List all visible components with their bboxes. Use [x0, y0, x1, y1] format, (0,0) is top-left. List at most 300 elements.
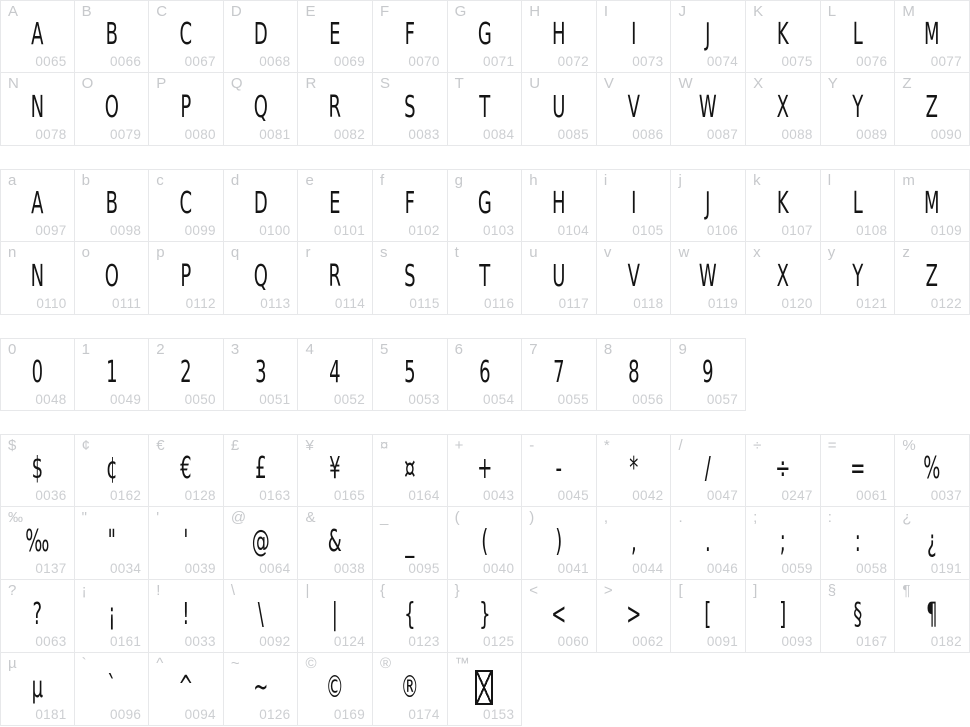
character-glyph: ! — [182, 596, 190, 632]
character-label: y — [827, 244, 836, 261]
character-label: ' — [156, 509, 160, 526]
glyph-cell[interactable] — [522, 242, 597, 315]
glyph-cell[interactable] — [448, 653, 523, 726]
character-glyph: N — [30, 258, 45, 294]
glyph-cell[interactable] — [522, 169, 597, 242]
character-code: 0102 — [408, 223, 440, 238]
character-code: 0046 — [706, 561, 739, 576]
character-code: 0098 — [109, 223, 142, 238]
glyph-cell[interactable] — [821, 242, 896, 315]
character-label: l — [827, 172, 832, 189]
character-code: 0101 — [333, 223, 366, 238]
character-glyph: 6 — [478, 355, 491, 390]
glyph-cell[interactable] — [746, 434, 821, 507]
glyph-cell[interactable] — [448, 242, 523, 315]
glyph-cell[interactable] — [298, 434, 373, 507]
character-label: m — [902, 172, 915, 189]
glyph-cell[interactable] — [0, 653, 75, 726]
character-code: 0077 — [930, 54, 962, 69]
glyph-cell[interactable] — [671, 580, 746, 653]
character-glyph: ( — [480, 523, 488, 559]
glyph-cell[interactable] — [895, 434, 970, 507]
character-label: C — [156, 3, 168, 20]
character-glyph: B — [105, 186, 118, 221]
character-code: 0072 — [557, 54, 589, 69]
character-label: G — [454, 3, 467, 20]
character-code: 0073 — [632, 54, 664, 69]
glyph-cell[interactable] — [448, 507, 523, 580]
character-code: 0100 — [259, 223, 291, 238]
character-label: B — [81, 3, 92, 20]
glyph-cell[interactable] — [75, 434, 150, 507]
character-glyph: & — [328, 523, 343, 559]
character-glyph: 0 — [31, 355, 44, 390]
character-glyph: Z — [925, 89, 939, 125]
character-glyph: ÷ — [775, 451, 791, 486]
character-code: 0087 — [706, 127, 739, 142]
character-glyph: G — [477, 17, 492, 52]
glyph-cell[interactable] — [597, 338, 672, 411]
character-glyph: H — [552, 186, 566, 221]
character-glyph: > — [626, 596, 642, 632]
glyph-cell[interactable] — [522, 507, 597, 580]
glyph-cell[interactable] — [75, 242, 150, 315]
character-code: 0063 — [35, 634, 67, 649]
glyph-cell[interactable] — [448, 0, 523, 73]
character-code: 0116 — [484, 296, 515, 311]
glyph-cell[interactable] — [0, 338, 75, 411]
character-code: 0111 — [111, 296, 142, 311]
glyph-cell[interactable] — [821, 507, 896, 580]
character-label: q — [230, 244, 240, 261]
glyph-cell[interactable] — [0, 507, 75, 580]
character-glyph: L — [852, 186, 863, 221]
character-label: 7 — [529, 341, 538, 358]
glyph-cell[interactable] — [821, 73, 896, 146]
glyph-cell[interactable] — [373, 507, 448, 580]
character-label: ¿ — [902, 509, 912, 526]
character-glyph: A — [31, 186, 44, 221]
character-label: = — [827, 437, 837, 454]
character-code: 0121 — [856, 296, 888, 311]
character-glyph: 2 — [180, 355, 192, 390]
character-code: 0064 — [259, 561, 291, 576]
glyph-cell[interactable] — [149, 653, 224, 726]
character-label: ? — [8, 582, 17, 599]
character-glyph: Q — [253, 258, 268, 294]
character-label: £ — [230, 437, 240, 454]
character-code: 0110 — [36, 296, 67, 311]
glyph-cell[interactable] — [0, 580, 75, 653]
character-code: 0122 — [930, 296, 962, 311]
glyph-cell[interactable] — [448, 434, 523, 507]
glyph-cell[interactable] — [522, 338, 597, 411]
character-code: 0086 — [632, 127, 664, 142]
character-label: µ — [8, 655, 17, 672]
glyph-cell[interactable] — [0, 0, 75, 73]
glyph-cell[interactable] — [373, 434, 448, 507]
character-code: 0050 — [184, 392, 216, 407]
glyph-cell[interactable] — [448, 169, 523, 242]
character-code: 0042 — [632, 488, 664, 503]
character-glyph: 9 — [702, 355, 715, 390]
character-label: S — [380, 75, 391, 92]
character-glyph: S — [404, 258, 416, 294]
character-code: 0112 — [185, 296, 216, 311]
character-label: O — [81, 75, 94, 92]
glyph-cell[interactable] — [0, 434, 75, 507]
character-code: 0090 — [930, 127, 962, 142]
character-label: M — [902, 3, 915, 20]
character-code: 0053 — [408, 392, 440, 407]
character-code: 0082 — [333, 127, 366, 142]
glyph-cell[interactable] — [821, 169, 896, 242]
character-glyph: H — [552, 17, 566, 52]
glyph-cell[interactable] — [746, 507, 821, 580]
glyph-cell[interactable] — [75, 338, 150, 411]
glyph-cell[interactable] — [298, 0, 373, 73]
character-label: h — [529, 172, 538, 189]
character-glyph: [ — [704, 596, 712, 632]
character-code: 0080 — [184, 127, 216, 142]
character-label: ‰ — [8, 509, 23, 526]
glyph-cell[interactable] — [895, 73, 970, 146]
glyph-cell[interactable] — [671, 434, 746, 507]
character-glyph: * — [629, 451, 639, 486]
character-glyph: Y — [852, 89, 864, 125]
character-glyph: J — [705, 17, 711, 52]
character-label: f — [380, 172, 385, 189]
character-code: 0161 — [109, 634, 142, 649]
glyph-cell[interactable] — [895, 0, 970, 73]
glyph-cell[interactable] — [746, 169, 821, 242]
glyph-cell[interactable] — [597, 73, 672, 146]
character-code: 0052 — [333, 392, 366, 407]
glyph-cell[interactable] — [746, 0, 821, 73]
character-label: W — [678, 75, 693, 92]
glyph-cell[interactable] — [821, 0, 896, 73]
glyph-cell[interactable] — [149, 169, 224, 242]
character-glyph: / — [705, 451, 712, 486]
character-label: ` — [81, 655, 87, 672]
character-glyph: ^ — [178, 669, 194, 705]
character-code: 0039 — [184, 561, 216, 576]
glyph-cell[interactable] — [373, 338, 448, 411]
character-code: 0075 — [781, 54, 813, 69]
glyph-cell[interactable] — [671, 0, 746, 73]
glyph-cell[interactable] — [224, 169, 299, 242]
character-glyph: - — [555, 451, 563, 486]
character-label: ~ — [230, 655, 240, 672]
glyph-cell[interactable] — [522, 434, 597, 507]
character-code: 0105 — [632, 223, 664, 238]
character-glyph: : — [854, 523, 861, 559]
character-code: 0115 — [409, 296, 440, 311]
character-label: © — [305, 655, 317, 672]
glyph-cell[interactable] — [224, 434, 299, 507]
character-glyph: T — [478, 89, 490, 125]
character-code: 0091 — [706, 634, 739, 649]
character-label: o — [81, 244, 90, 261]
glyph-cell[interactable] — [224, 0, 299, 73]
glyph-cell[interactable] — [149, 242, 224, 315]
character-glyph: U — [552, 258, 566, 294]
character-label: } — [454, 582, 460, 599]
character-code: 0058 — [856, 561, 888, 576]
character-code: 0079 — [109, 127, 142, 142]
glyph-cell[interactable] — [149, 580, 224, 653]
character-code: 0174 — [408, 707, 440, 722]
glyph-cell[interactable] — [149, 0, 224, 73]
glyph-cell[interactable] — [821, 434, 896, 507]
character-glyph: ] — [779, 596, 787, 632]
character-glyph: @ — [251, 523, 270, 559]
character-glyph: L — [852, 17, 863, 52]
glyph-cell[interactable] — [597, 242, 672, 315]
character-label: 2 — [156, 341, 165, 358]
character-code: 0167 — [856, 634, 888, 649]
character-code: 0108 — [856, 223, 888, 238]
character-label: | — [305, 582, 310, 599]
character-glyph: © — [326, 669, 345, 705]
character-glyph: ¥ — [329, 451, 341, 486]
character-glyph: ¶ — [926, 596, 938, 632]
glyph-cell[interactable] — [895, 242, 970, 315]
character-label: w — [678, 244, 690, 261]
glyph-cell[interactable] — [224, 242, 299, 315]
character-label: s — [380, 244, 388, 261]
character-code: 0169 — [333, 707, 366, 722]
glyph-cell[interactable] — [746, 580, 821, 653]
character-label: ¶ — [902, 582, 911, 599]
glyph-cell[interactable] — [224, 338, 299, 411]
glyph-cell[interactable] — [522, 73, 597, 146]
character-glyph: ~ — [253, 669, 269, 705]
glyph-cell[interactable] — [597, 169, 672, 242]
character-code: 0117 — [558, 296, 589, 311]
glyph-cell[interactable] — [75, 580, 150, 653]
glyph-cell[interactable] — [149, 73, 224, 146]
glyph-cell[interactable] — [895, 169, 970, 242]
glyph-cell[interactable] — [298, 507, 373, 580]
character-code: 0114 — [334, 296, 366, 311]
character-glyph: 8 — [627, 355, 640, 390]
character-label: Y — [827, 75, 838, 92]
character-glyph: F — [404, 17, 416, 52]
glyph-cell[interactable] — [895, 507, 970, 580]
glyph-cell[interactable] — [149, 507, 224, 580]
character-label: > — [603, 582, 613, 599]
glyph-cell[interactable] — [373, 653, 448, 726]
glyph-cell[interactable] — [0, 169, 75, 242]
character-code: 0037 — [930, 488, 962, 503]
glyph-cell[interactable] — [373, 73, 448, 146]
character-glyph: " — [107, 523, 116, 559]
character-glyph: ‰ — [25, 523, 50, 559]
character-glyph: J — [705, 186, 711, 221]
character-label: r — [305, 244, 311, 261]
glyph-cell[interactable] — [821, 580, 896, 653]
character-code: 0057 — [706, 392, 739, 407]
character-label: { — [380, 582, 386, 599]
character-label: p — [156, 244, 165, 261]
character-code: 0061 — [856, 488, 888, 503]
glyph-cell[interactable] — [522, 580, 597, 653]
glyph-cell[interactable] — [373, 0, 448, 73]
character-label: 3 — [230, 341, 240, 358]
character-label: e — [305, 172, 314, 189]
character-glyph: ` — [106, 669, 116, 705]
character-glyph: U — [552, 89, 566, 125]
character-code: 0081 — [259, 127, 291, 142]
character-label: § — [827, 582, 837, 599]
glyph-cell[interactable] — [895, 580, 970, 653]
character-label: ! — [156, 582, 161, 599]
character-label: 5 — [380, 341, 389, 358]
glyph-cell[interactable] — [448, 338, 523, 411]
glyph-cell[interactable] — [597, 580, 672, 653]
character-code: 0123 — [408, 634, 440, 649]
glyph-cell[interactable] — [597, 0, 672, 73]
glyph-cell[interactable] — [75, 0, 150, 73]
glyph-cell[interactable] — [75, 169, 150, 242]
character-glyph: ¢ — [105, 451, 118, 486]
character-code: 0047 — [706, 488, 739, 503]
character-code: 0066 — [109, 54, 142, 69]
character-glyph: µ — [31, 669, 44, 705]
glyph-cell[interactable] — [298, 580, 373, 653]
glyph-cell[interactable] — [298, 73, 373, 146]
glyph-cell[interactable] — [448, 73, 523, 146]
glyph-cell[interactable] — [671, 338, 746, 411]
character-code: 0109 — [930, 223, 962, 238]
character-label: Q — [230, 75, 243, 92]
character-code: 0113 — [260, 296, 291, 311]
character-glyph: P — [180, 258, 192, 294]
character-code: 0089 — [856, 127, 888, 142]
character-glyph: C — [179, 17, 193, 52]
character-glyph: ; — [779, 523, 786, 559]
character-label: n — [8, 244, 17, 261]
glyph-cell[interactable] — [746, 73, 821, 146]
character-label: - — [529, 437, 535, 454]
character-code: 0128 — [184, 488, 216, 503]
character-glyph: $ — [31, 451, 44, 486]
character-label: ] — [753, 582, 758, 599]
character-label: Z — [902, 75, 912, 92]
character-code: 0088 — [781, 127, 813, 142]
character-code: 0106 — [706, 223, 739, 238]
glyph-cell[interactable] — [224, 580, 299, 653]
glyph-cell[interactable] — [298, 338, 373, 411]
character-glyph: T — [478, 258, 490, 294]
character-glyph: § — [853, 596, 863, 632]
glyph-cell[interactable] — [746, 242, 821, 315]
glyph-cell[interactable] — [75, 73, 150, 146]
character-label: T — [454, 75, 464, 92]
character-glyph: = — [849, 451, 866, 486]
character-code: 0044 — [632, 561, 664, 576]
character-glyph: € — [180, 451, 192, 486]
character-label: j — [678, 172, 682, 189]
glyph-cell[interactable] — [671, 169, 746, 242]
glyph-cell[interactable] — [373, 580, 448, 653]
glyph-cell[interactable] — [671, 242, 746, 315]
glyph-cell[interactable] — [373, 242, 448, 315]
glyph-cell[interactable] — [224, 653, 299, 726]
glyph-cell[interactable] — [597, 507, 672, 580]
glyph-cell[interactable] — [671, 73, 746, 146]
character-label: . — [678, 509, 683, 526]
character-code: 0095 — [408, 561, 440, 576]
glyph-cell[interactable] — [149, 434, 224, 507]
glyph-cell[interactable] — [75, 507, 150, 580]
glyph-cell[interactable] — [298, 169, 373, 242]
character-label: ; — [753, 509, 758, 526]
character-glyph: ¿ — [927, 523, 937, 559]
character-glyph: % — [923, 451, 941, 486]
character-code: 0137 — [35, 561, 67, 576]
character-glyph: M — [924, 186, 940, 221]
glyph-cell[interactable] — [298, 242, 373, 315]
glyph-cell[interactable] — [671, 507, 746, 580]
character-code: 0103 — [483, 223, 515, 238]
character-glyph: 1 — [105, 355, 118, 390]
glyph-cell[interactable] — [448, 580, 523, 653]
character-label: 6 — [454, 341, 463, 358]
character-code: 0074 — [706, 54, 739, 69]
glyph-cell[interactable] — [0, 242, 75, 315]
character-code: 0043 — [483, 488, 515, 503]
character-glyph: C — [179, 186, 193, 221]
glyph-block-digits — [0, 338, 970, 411]
glyph-block-uppercase — [0, 0, 970, 146]
glyph-cell[interactable] — [224, 73, 299, 146]
character-label: ÷ — [753, 437, 762, 454]
character-code: 0163 — [259, 488, 291, 503]
character-label: * — [603, 437, 610, 454]
character-glyph: F — [404, 186, 416, 221]
character-code: 0119 — [707, 296, 739, 311]
character-glyph: O — [104, 89, 119, 125]
glyph-cell[interactable] — [373, 169, 448, 242]
character-code: 0153 — [483, 707, 515, 722]
character-code: 0051 — [259, 392, 291, 407]
character-label: i — [603, 172, 608, 189]
character-glyph: W — [699, 258, 718, 294]
character-label: ( — [454, 509, 460, 526]
glyph-cell[interactable] — [597, 434, 672, 507]
character-glyph: A — [31, 17, 44, 52]
glyph-cell[interactable] — [149, 338, 224, 411]
character-glyph: M — [924, 17, 940, 52]
character-code: 0093 — [781, 634, 813, 649]
character-glyph: G — [477, 186, 492, 221]
glyph-cell[interactable] — [0, 73, 75, 146]
character-label: P — [156, 75, 167, 92]
character-glyph: S — [404, 89, 416, 125]
character-label: V — [603, 75, 614, 92]
glyph-cell[interactable] — [298, 653, 373, 726]
character-code: 0071 — [483, 54, 515, 69]
character-label: 8 — [603, 341, 613, 358]
glyph-cell[interactable] — [224, 507, 299, 580]
character-label: & — [305, 509, 316, 526]
glyph-cell[interactable] — [75, 653, 150, 726]
character-code: 0038 — [333, 561, 366, 576]
character-glyph: V — [627, 258, 640, 294]
glyph-cell[interactable] — [522, 0, 597, 73]
